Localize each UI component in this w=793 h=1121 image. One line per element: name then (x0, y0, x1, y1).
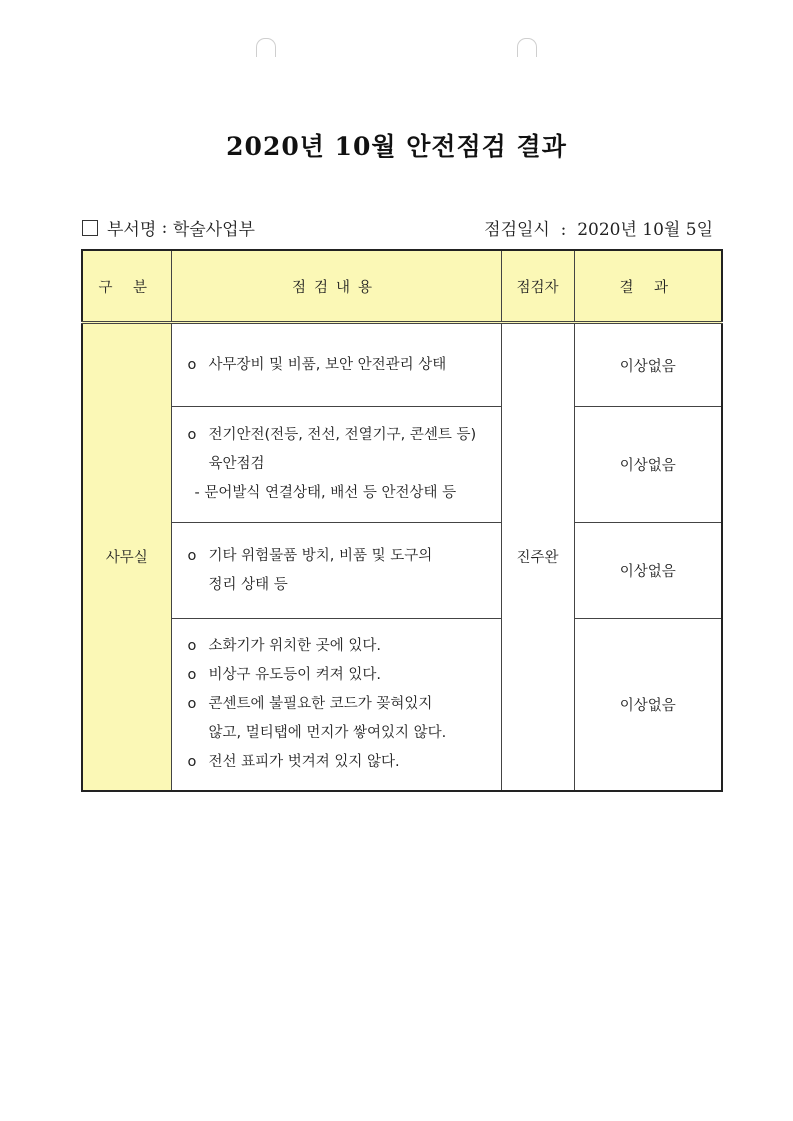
page-title: 2020년 10월 안전점검 결과 (226, 132, 567, 161)
content-line (188, 450, 491, 479)
header-inspector: 점검자 (501, 250, 574, 323)
category-cell: 사무실 (82, 323, 171, 791)
content-line (188, 571, 491, 600)
inspection-table (81, 249, 723, 792)
content-line (188, 748, 491, 777)
content-cell (171, 523, 501, 619)
content-text: 기타 위험물품 방치, 비품 및 도구의 (208, 547, 433, 564)
inspection-date-line (484, 215, 713, 240)
content-text: 않고, 멀티탭에 먼지가 쌓여있지 않다. (208, 724, 447, 741)
bullet-marker: o (187, 637, 197, 654)
punch-hole-mark (517, 38, 537, 57)
content-line (188, 661, 491, 690)
table-row (82, 619, 722, 791)
content-line (188, 479, 491, 508)
bullet-marker: o (187, 753, 197, 770)
inspection-date-value: 2020년 10월 5일 (577, 220, 713, 240)
content-cell (171, 407, 501, 523)
result-cell: 이상없음 (574, 323, 722, 407)
content-line (188, 719, 491, 748)
bullet-marker: o (187, 695, 197, 712)
content-line (188, 421, 491, 450)
result-cell: 이상없음 (574, 619, 722, 791)
content-text: - 문어발식 연결상태, 배선 등 안전상태 등 (194, 485, 457, 501)
bullet-marker: o (187, 427, 197, 443)
table-row (82, 523, 722, 619)
header-category: 구 분 (82, 250, 171, 323)
content-text: 육안점검 (208, 456, 265, 472)
department-label: 부서명 (107, 220, 157, 240)
separator-colon: : (555, 220, 572, 240)
inspection-date-label: 점검일시 (484, 220, 550, 240)
bullet-marker: o (187, 666, 197, 683)
separator-colon: : (156, 217, 173, 238)
bullet-marker: o (187, 547, 197, 564)
content-line (188, 351, 491, 380)
bullet-marker: o (187, 356, 197, 373)
result-cell: 이상없음 (574, 523, 722, 619)
result-cell: 이상없음 (574, 407, 722, 523)
content-text: 사무장비 및 비품, 보안 안전관리 상태 (208, 356, 447, 373)
punch-hole-mark (256, 38, 276, 57)
content-text: 정리 상태 등 (208, 576, 288, 593)
content-text: 콘센트에 불필요한 코드가 꽂혀있지 (208, 695, 433, 712)
department-line (82, 215, 255, 240)
content-text: 소화기가 위치한 곳에 있다. (208, 637, 382, 654)
checkbox-icon (82, 220, 98, 236)
content-cell (171, 323, 501, 407)
content-line (188, 690, 491, 719)
content-cell (171, 619, 501, 791)
department-value: 학술사업부 (172, 220, 255, 240)
table-header-row (82, 250, 722, 323)
content-line (188, 542, 491, 571)
inspector-cell: 진주완 (501, 323, 574, 791)
table-row (82, 407, 722, 523)
content-text: 전기안전(전등, 전선, 전열기구, 콘센트 등) (208, 427, 477, 443)
table-row (82, 323, 722, 407)
content-line (188, 632, 491, 661)
content-text: 비상구 유도등이 켜져 있다. (208, 666, 382, 683)
header-result: 결 과 (574, 250, 722, 323)
header-content: 점검내용 (171, 250, 501, 323)
content-text: 전선 표피가 벗겨져 있지 않다. (208, 753, 400, 770)
